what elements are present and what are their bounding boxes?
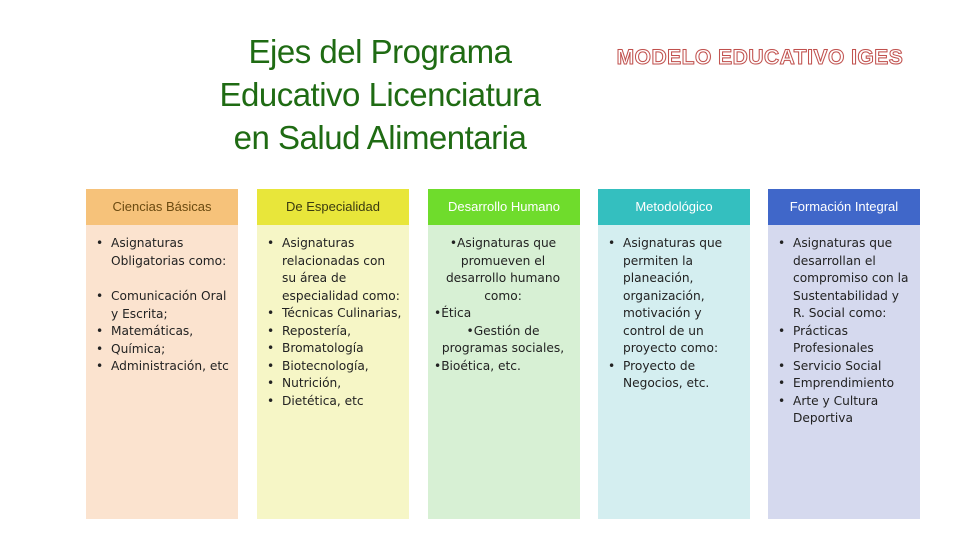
list-item: • Administración, etc (90, 358, 232, 376)
list-item: • Asignaturas que permiten la planeación, organización, motivación y control de un proyecto como: (602, 235, 744, 358)
list-item: • Biotecnología, (261, 358, 403, 376)
column-formacion-integral (768, 189, 920, 519)
brand-heading: MODELO EDUCATIVO IGES (616, 46, 904, 69)
spacer (90, 270, 232, 288)
column-header: De Especialidad (257, 189, 409, 225)
column-especialidad (257, 189, 409, 519)
list-item: • Comunicación Oral y Escrita; (90, 288, 232, 323)
column-body (257, 225, 409, 519)
column-body (86, 225, 238, 519)
list-item: • Nutrición, (261, 375, 403, 393)
list-item: • Matemáticas, (90, 323, 232, 341)
list-item: • Emprendimiento (772, 375, 914, 393)
list-item: •Ética (434, 306, 472, 320)
title-line-3: en Salud Alimentaria (233, 119, 527, 156)
list-item: • Prácticas Profesionales (772, 323, 914, 358)
intro-text: •Asignaturas que promueven el desarrollo humano como: (445, 236, 561, 303)
column-body (598, 225, 750, 519)
column-body (768, 225, 920, 519)
title-line-2: Educativo Licenciatura (219, 76, 541, 113)
list-item: • Arte y Cultura Deportiva (772, 393, 914, 428)
list-item: • Técnicas Culinarias, (261, 305, 403, 323)
list-item: • Servicio Social (772, 358, 914, 376)
list-item: • Repostería, (261, 323, 403, 341)
column-header: Formación Integral (768, 189, 920, 225)
list-item: • Química; (90, 341, 232, 359)
column-ciencias-basicas (86, 189, 238, 519)
column-header: Ciencias Básicas (86, 189, 238, 225)
list-item: • Dietética, etc (261, 393, 403, 411)
page-title (190, 30, 570, 159)
list-item: • Asignaturas relacionadas con su área de especialidad como: (261, 235, 403, 305)
list-item: • Proyecto de Negocios, etc. (602, 358, 744, 393)
list-item: • Asignaturas que desarrollan el compromiso con la Sustentabilidad y R. Social como: (772, 235, 914, 323)
column-metodologico (598, 189, 750, 519)
list-item: • Asignaturas Obligatorias como: (90, 235, 232, 270)
column-body (428, 225, 580, 519)
column-desarrollo-humano (428, 189, 580, 519)
list-item: •Gestión de programas sociales, (441, 323, 565, 355)
title-line-1: Ejes del Programa (248, 33, 512, 70)
column-header: Metodológico (598, 189, 750, 225)
list-item: •Bioética, etc. (434, 358, 521, 373)
column-header: Desarrollo Humano (428, 189, 580, 225)
list-item: • Bromatología (261, 340, 403, 358)
